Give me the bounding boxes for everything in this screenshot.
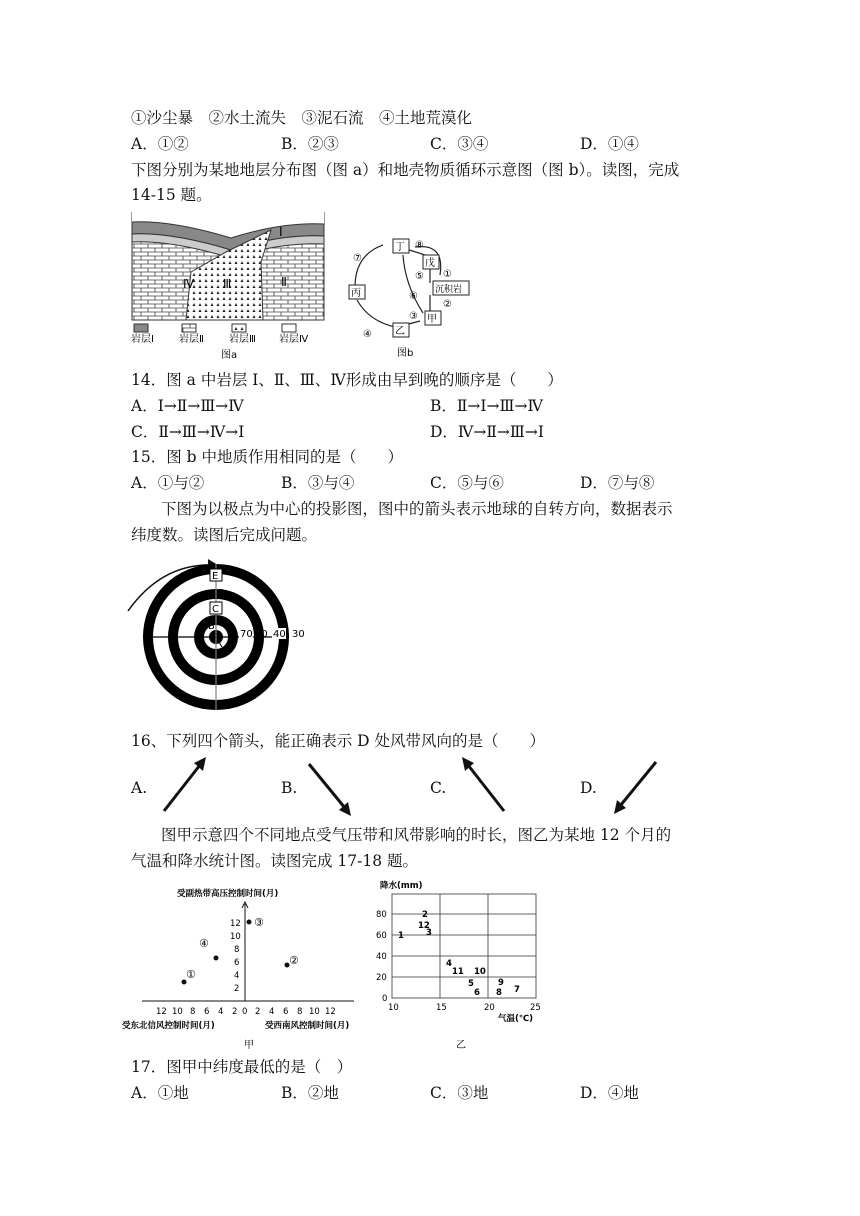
q14-option-c[interactable]: C．Ⅱ→Ⅲ→Ⅳ→Ⅰ [131,423,245,441]
fig-b-box-sedimentary: 沉积岩 [435,285,463,295]
figure-jia-scatter [122,884,370,1054]
q17-option-a[interactable]: A．①地 [131,1084,189,1102]
figure-b-rock-cycle [345,235,475,360]
jia-xlabel-left: 受东北信风控制时间(月) [122,1021,215,1031]
jia-xtick-l10: 10 [172,1007,183,1017]
jia-xtick-l12: 12 [156,1007,167,1017]
q16-option-a[interactable]: A. [131,779,148,797]
fig-b-box-jia: 甲 [427,314,437,325]
fig-b-box-yi: 乙 [395,326,405,337]
yi-month-10: 10 [474,967,486,977]
arrow-northeast-icon [160,755,210,815]
yi-month-12: 12 [418,921,430,931]
jia-ytick-8: 8 [234,945,240,955]
jia-xtick-l2: 2 [232,1007,238,1017]
q15-option-b[interactable]: B．③与④ [281,474,355,492]
jia-xtick-r6: 6 [283,1007,289,1017]
jia-xtick-l6: 6 [204,1007,210,1017]
jia-xtick-r10: 10 [309,1007,320,1017]
arrow-southwest-icon [610,758,660,818]
jia-ytick-12: 12 [230,919,241,929]
yi-caption: 乙 [456,1040,466,1051]
jia-point-2: ② [289,954,299,967]
q17-option-b[interactable]: B．②地 [281,1084,339,1102]
q13-option-d[interactable]: D．①④ [580,135,639,153]
polar-letter-e: E [212,571,219,582]
fig-a-label-1: Ⅰ [279,225,283,239]
yi-month-11: 11 [452,967,464,977]
jia-xlabel-right: 受西南风控制时间(月) [265,1021,350,1031]
polar-letter-c: C [212,604,219,615]
jia-xtick-l8: 8 [190,1007,196,1017]
q16-option-b[interactable]: B. [281,779,298,797]
figure-yi-climate [370,876,570,1056]
q17-stem: 17．图甲中纬度最低的是（ ） [131,1058,353,1076]
arrow-northwest-icon [458,755,508,815]
q17-option-d[interactable]: D．④地 [580,1084,639,1102]
polar-letter-d: D [218,588,226,599]
fig-a-legend-1: 岩层Ⅰ [131,334,154,345]
yi-month-4: 4 [446,959,452,969]
jia-point-3: ③ [254,916,264,929]
q13-option-c[interactable]: C．③④ [430,135,489,153]
yi-ytick-20: 20 [376,973,387,983]
yi-ytick-80: 80 [376,910,387,920]
yi-xtick-15: 15 [436,1003,447,1013]
fig-a-label-3: Ⅲ [223,277,232,291]
fig-b-box-ding: 丁 [395,242,405,253]
figure-a-strata [131,212,326,362]
yi-ytick-60: 60 [376,931,387,941]
jia-xtick-r8: 8 [297,1007,303,1017]
polar-lat-40: 40 [273,629,286,640]
yi-ylabel: 降水(mm) [380,881,423,891]
fig-b-num-6: ⑥ [409,291,418,302]
yi-month-7: 7 [514,985,520,995]
q13-option-b[interactable]: B．②③ [281,135,339,153]
intro-14-15-line2: 14-15 题。 [131,186,212,204]
fig-a-label-4: Ⅳ [183,277,195,291]
q13-items: ①沙尘暴 ②水土流失 ③泥石流 ④土地荒漠化 [131,109,473,127]
jia-xtick-r4: 4 [269,1007,275,1017]
jia-xtick-0: 0 [242,1007,248,1017]
jia-title: 受副热带高压控制时间(月) [177,889,279,899]
fig-b-box-wu: 戊 [425,258,435,269]
jia-xtick-r12: 12 [325,1007,336,1017]
fig-b-box-bing: 丙 [351,288,361,299]
yi-ytick-40: 40 [376,952,387,962]
fig-b-num-3: ③ [409,311,418,322]
jia-ytick-4: 4 [234,971,240,981]
fig-b-num-4: ④ [363,329,372,340]
yi-month-6: 6 [474,988,480,998]
yi-ytick-0: 0 [382,994,388,1004]
polar-letter-a: A [221,646,228,657]
intro-17-18-line2: 气温和降水统计图。读图完成 17-18 题。 [131,852,419,870]
q15-option-c[interactable]: C．⑤与⑥ [430,474,504,492]
q15-stem: 15．图 b 中地质作用相同的是（ ） [131,448,404,466]
yi-month-1: 1 [398,931,404,941]
fig-a-legend-2: 岩层Ⅱ [179,334,204,345]
intro-17-18-line1: 图甲示意四个不同地点受气压带和风带影响的时长，图乙为某地 12 个月的 [161,826,672,844]
q17-option-c[interactable]: C．③地 [430,1084,489,1102]
q16-option-c[interactable]: C. [430,779,447,797]
yi-xtick-10: 10 [388,1003,399,1013]
yi-month-9: 9 [498,978,504,988]
arrow-southeast-icon [305,760,355,820]
fig-a-legend-4: 岩层Ⅳ [279,334,309,345]
yi-xtick-20: 20 [484,1003,495,1013]
intro-14-15-line1: 下图分别为某地地层分布图（图 a）和地壳物质循环示意图（图 b）。读图，完成 [131,161,680,179]
q13-option-a[interactable]: A．①② [131,135,189,153]
fig-b-num-7: ⑦ [353,253,362,264]
fig-b-num-1: ① [443,269,452,280]
jia-ytick-6: 6 [234,958,240,968]
polar-lat-60: 60 [255,629,268,640]
yi-month-8: 8 [496,988,502,998]
polar-letter-b: B [208,621,215,632]
yi-month-3: 3 [426,928,432,938]
figure-polar-projection [122,555,322,725]
fig-b-num-5: ⑤ [415,271,424,282]
jia-ytick-2: 2 [234,984,240,994]
fig-a-label-2: Ⅱ [281,275,287,289]
q14-stem: 14．图 a 中岩层 Ⅰ、Ⅱ、Ⅲ、Ⅳ形成由早到晚的顺序是（ ） [131,371,563,389]
polar-lat-70: 70 [240,629,253,640]
jia-point-1: ① [186,968,196,981]
fig-b-num-2: ② [443,299,452,310]
q15-option-a[interactable]: A．①与② [131,474,205,492]
q15-option-d[interactable]: D．⑦与⑧ [580,474,655,492]
intro-16-line2: 纬度数。读图后完成问题。 [131,526,318,544]
q14-option-b[interactable]: B．Ⅱ→Ⅰ→Ⅲ→Ⅳ [430,397,543,415]
jia-xtick-r2: 2 [255,1007,261,1017]
yi-month-5: 5 [468,979,474,989]
polar-lat-30: 30 [292,629,305,640]
fig-a-legend-3: 岩层Ⅲ [229,334,256,345]
yi-xtick-25: 25 [530,1003,541,1013]
jia-caption: 甲 [244,1040,254,1051]
fig-b-caption: 图b [397,348,414,359]
jia-point-4: ④ [199,937,209,950]
q14-option-a[interactable]: A．Ⅰ→Ⅱ→Ⅲ→Ⅳ [131,397,244,415]
intro-16-line1: 下图为以极点为中心的投影图，图中的箭头表示地球的自转方向，数据表示 [161,500,673,518]
fig-a-caption: 图a [221,350,238,361]
yi-xlabel: 气温(℃) [498,1014,534,1024]
yi-month-2: 2 [422,910,428,920]
q16-stem: 16、下列四个箭头，能正确表示 D 处风带风向的是（ ） [131,732,546,750]
jia-ytick-10: 10 [230,932,241,942]
jia-xtick-l4: 4 [218,1007,224,1017]
q16-option-d[interactable]: D. [580,779,597,797]
q14-option-d[interactable]: D．Ⅳ→Ⅱ→Ⅲ→Ⅰ [430,423,544,441]
fig-b-num-8: ⑧ [415,240,424,251]
